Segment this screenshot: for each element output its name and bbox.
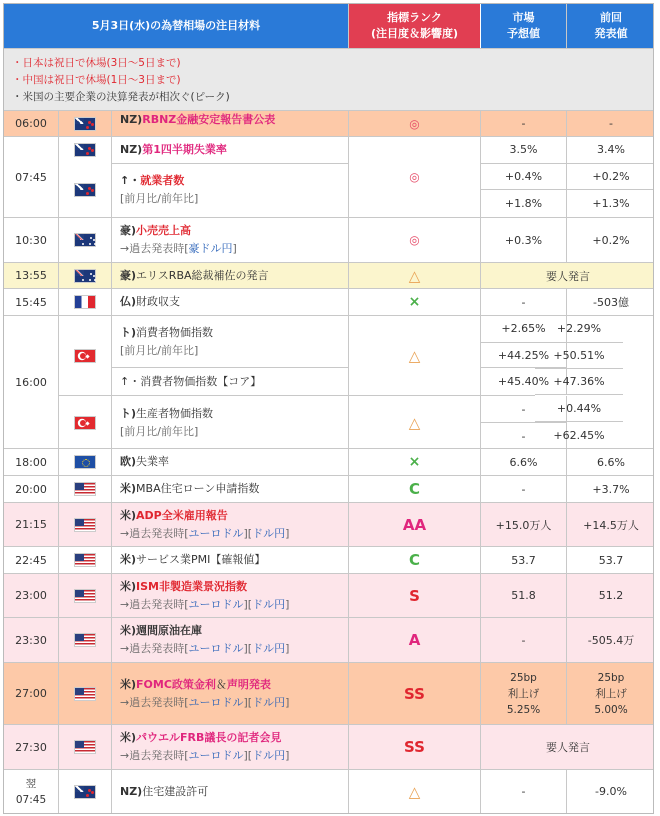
event-cell: NZ)住宅建設許可 <box>112 770 349 813</box>
time-cell: 10:30 <box>4 218 59 262</box>
event-cell: 米)MBA住宅ローン申請指数 <box>112 476 349 502</box>
table-row <box>4 770 653 813</box>
event-cell: 豪)エリスRBA総裁補佐の発言 <box>112 263 349 288</box>
event-link[interactable]: RBNZ金融安定報告書公表 <box>142 113 276 126</box>
past-link-usdjpy[interactable]: ドル円 <box>252 526 286 540</box>
event-cell: 豪)小売売上高 →過去発表時[豪ドル円] <box>112 218 349 262</box>
forecast-cell: - <box>481 289 567 315</box>
flag-cell <box>59 316 112 395</box>
table-row <box>4 476 653 503</box>
past-link-eurusd[interactable]: ユーロドル <box>188 642 244 655</box>
event-link[interactable]: ISM非製造業景況指数 <box>136 579 247 593</box>
us-flag-icon <box>74 589 96 603</box>
event-link[interactable]: FOMC政策金利 <box>136 677 216 691</box>
event-cell: 米)パウエルFRB議長の記者会見 →過去発表時[ユーロドル][ドル円] <box>112 725 349 769</box>
note-japan-holiday: ・日本は祝日で休場(3日～5日まで) <box>12 57 181 69</box>
rank-cell: S <box>349 574 481 617</box>
previous-cell: +3.7% <box>592 482 630 496</box>
previous-cell: 53.7 <box>598 553 624 567</box>
time-cell: 16:00 <box>4 316 59 448</box>
rank-cell: △ <box>349 770 481 813</box>
table-header <box>4 4 653 49</box>
previous-cell: - <box>609 117 613 130</box>
forecast-cell: +2.65% +44.25% +45.40% <box>481 316 567 395</box>
rank-cell: × <box>349 289 481 315</box>
economic-calendar-table <box>3 3 654 814</box>
time-cell: 翌 07:45 <box>4 770 59 813</box>
event-cell: 米)ADP全米雇用報告 →過去発表時[ユーロドル][ドル円] <box>112 503 349 546</box>
header-previous: 前回 発表値 <box>594 11 628 40</box>
previous-cell: 51.2 <box>598 589 624 602</box>
flag-cell <box>59 663 112 724</box>
event-link[interactable]: パウエルFRB議長の記者会見 <box>136 731 282 744</box>
table-row <box>4 725 653 770</box>
past-link-usdjpy[interactable]: ドル円 <box>252 642 286 655</box>
event-cell: NZ)第1四半期失業率 ↑・就業者数 [前月比/前年比] <box>112 137 349 217</box>
flag-cell <box>59 289 112 315</box>
us-flag-icon <box>74 482 96 496</box>
event-cell: 米)ISM非製造業景況指数 →過去発表時[ユーロドル][ドル円] <box>112 574 349 617</box>
au-flag-icon <box>74 233 96 247</box>
previous-cell: 3.4% +0.2% +1.3% <box>567 137 654 217</box>
previous-cell: -503億 <box>593 296 629 309</box>
past-link-eurusd[interactable]: ユーロドル <box>188 597 244 611</box>
flag-cell <box>59 770 112 813</box>
nz-flag-icon <box>74 785 96 799</box>
table-row <box>4 289 653 316</box>
rank-cell: × <box>349 449 481 475</box>
table-row <box>4 547 653 574</box>
note-us-earnings: ・米国の主要企業の決算発表が相次ぐ(ピーク) <box>12 91 230 103</box>
table-row <box>4 263 653 289</box>
nz-flag-icon <box>74 117 96 131</box>
forecast-cell: 6.6% <box>481 449 567 475</box>
forecast-cell: - <box>481 618 567 662</box>
past-link-eurusd[interactable]: ユーロドル <box>188 526 244 540</box>
previous-cell: +2.29% +50.51% +47.36% +0.44% +62.45% <box>535 316 623 448</box>
event-cell: 仏)財政収支 <box>112 289 349 315</box>
previous-cell: 6.6% <box>597 455 625 469</box>
nz-flag-icon <box>74 143 96 157</box>
header-title: 5月3日(水)の為替相場の注目材料 <box>4 4 349 48</box>
note-china-holiday: ・中国は祝日で休場(1日～3日まで) <box>12 74 181 86</box>
header-forecast: 市場 予想値 <box>481 4 567 48</box>
rank-cell: △ <box>349 263 481 288</box>
rank-cell: C <box>349 547 481 573</box>
rank-cell: AA <box>349 503 481 546</box>
rank-cell: SS <box>349 663 481 724</box>
forecast-cell: 51.8 <box>481 574 567 617</box>
flag-cell <box>59 503 112 546</box>
past-link-usdjpy[interactable]: ドル円 <box>252 749 286 762</box>
event-link[interactable]: 週間原油在庫 <box>136 624 203 637</box>
table-row <box>4 618 653 663</box>
event-link[interactable]: 声明発表 <box>226 677 271 691</box>
speech-note-cell: 要人発言 <box>546 741 590 754</box>
table-row <box>4 316 653 449</box>
table-row <box>4 218 653 263</box>
event-link[interactable]: 小売売上高 <box>136 224 192 237</box>
forecast-cell: +0.3% <box>481 218 567 262</box>
event-cell: 米)週間原油在庫 →過去発表時[ユーロドル][ドル円] <box>112 618 349 662</box>
past-link-usdjpy[interactable]: ドル円 <box>252 597 286 611</box>
header-rank: 指標ランク (注目度＆影響度) <box>349 4 481 48</box>
past-link-eurusd[interactable]: ユーロドル <box>188 749 244 762</box>
flag-cell <box>59 263 112 288</box>
au-flag-icon <box>74 269 96 283</box>
us-flag-icon <box>74 740 96 754</box>
forecast-cell: - <box>481 476 567 502</box>
previous-cell: -505.4万 <box>587 634 635 647</box>
table-row <box>4 574 653 618</box>
time-cell: 27:30 <box>4 725 59 769</box>
time-cell: 20:00 <box>4 476 59 502</box>
eu-flag-icon <box>74 455 96 469</box>
rank-cell: △ <box>349 396 481 449</box>
fr-flag-icon <box>74 295 96 309</box>
us-flag-icon <box>74 518 96 532</box>
time-cell: 27:00 <box>4 663 59 724</box>
flag-cell <box>59 476 112 502</box>
nz-flag-icon <box>74 183 96 197</box>
flag-cell <box>59 618 112 662</box>
rank-cell: ◎ <box>349 218 481 262</box>
time-cell: 13:55 <box>4 263 59 288</box>
rank-cell: ◎ <box>349 137 481 217</box>
flag-cell <box>59 449 112 475</box>
event-cell: ト)消費者物価指数 [前月比/前年比] ↑・消費者物価指数【コア】 <box>112 316 349 395</box>
forecast-cell: 3.5% +0.4% +1.8% <box>481 137 567 217</box>
table-row <box>4 503 653 547</box>
us-flag-icon <box>74 553 96 567</box>
flag-cell <box>59 725 112 769</box>
previous-cell: +0.2% <box>592 233 630 247</box>
forecast-cell: - <box>481 770 567 813</box>
us-flag-icon <box>74 633 96 647</box>
rank-cell: SS <box>349 725 481 769</box>
notes-box <box>4 49 653 111</box>
time-cell: 07:45 <box>4 137 59 217</box>
flag-cell <box>59 111 112 136</box>
time-cell: 15:45 <box>4 289 59 315</box>
event-cell: 米)サービス業PMI【確報値】 <box>112 547 349 573</box>
tr-flag-icon <box>74 416 96 430</box>
rank-cell: A <box>349 618 481 662</box>
event-cell: NZ)RBNZ金融安定報告書公表 <box>112 111 349 136</box>
event-cell: 欧)失業率 <box>112 449 349 475</box>
previous-cell: +14.5万人 <box>583 518 639 532</box>
table-row <box>4 449 653 476</box>
table-row <box>4 111 653 137</box>
event-cell: 米)FOMC政策金利＆声明発表 →過去発表時[ユーロドル][ドル円] <box>112 663 349 724</box>
time-cell: 21:15 <box>4 503 59 546</box>
event-link[interactable]: 就業者数 <box>140 174 185 188</box>
forecast-cell: 25bp 利上げ 5.25% <box>481 663 567 724</box>
event-link[interactable]: 第1四半期失業率 <box>142 142 227 156</box>
past-link-audjpy[interactable]: 豪ドル円 <box>188 242 233 255</box>
time-cell: 18:00 <box>4 449 59 475</box>
previous-cell: -9.0% <box>595 785 627 798</box>
rank-cell: C <box>349 476 481 502</box>
time-cell: 23:00 <box>4 574 59 617</box>
time-cell: 23:30 <box>4 618 59 662</box>
table-row <box>4 137 653 218</box>
time-cell: 22:45 <box>4 547 59 573</box>
event-link[interactable]: ADP全米雇用報告 <box>136 508 228 522</box>
flag-cell <box>59 137 112 217</box>
flag-cell <box>59 396 112 449</box>
forecast-cell: - - <box>481 396 567 449</box>
previous-cell: 25bp 利上げ 5.00% <box>594 671 628 716</box>
rank-cell: ◎ <box>349 111 481 136</box>
forecast-cell: 53.7 <box>481 547 567 573</box>
flag-cell <box>59 218 112 262</box>
tr-flag-icon <box>74 349 96 363</box>
flag-cell <box>59 547 112 573</box>
us-flag-icon <box>74 687 96 701</box>
speech-note-cell: 要人発言 <box>546 269 590 283</box>
event-cell: ト)生産者物価指数 [前月比/前年比] <box>112 396 349 449</box>
past-link-usdjpy[interactable]: ドル円 <box>252 695 286 709</box>
flag-cell <box>59 574 112 617</box>
rank-cell: △ <box>349 316 481 395</box>
forecast-cell: - <box>481 111 567 136</box>
forecast-cell: +15.0万人 <box>481 503 567 546</box>
time-cell: 06:00 <box>4 111 59 136</box>
table-row <box>4 663 653 725</box>
past-link-eurusd[interactable]: ユーロドル <box>188 695 244 709</box>
